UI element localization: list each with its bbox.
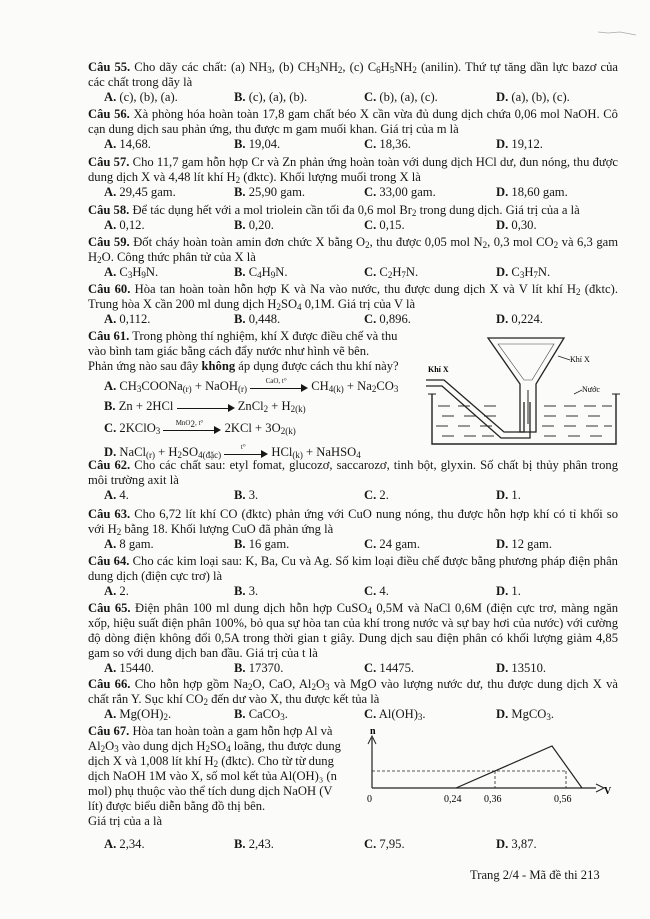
option-b: B. 0,448. bbox=[234, 312, 281, 326]
question-67 bbox=[88, 724, 378, 829]
question-stem-line: vào bình tam giác bằng cách đẩy nước như hình vẽ bên. bbox=[88, 344, 370, 358]
option-a: A. 4. bbox=[104, 488, 129, 502]
question-stem-line: mol) phụ thuộc vào thể tích dung dịch NaOH (V bbox=[88, 784, 333, 798]
question-60 bbox=[88, 282, 618, 327]
question-stem: Đốt cháy hoàn toàn amin đơn chức X bằng $O_2$, thu được 0,05 mol $N_2$, 0,3 mol $CO_2$ và 6,3 gam $H_2O$. Công thức phân tử của X là bbox=[88, 235, 618, 265]
question-58 bbox=[88, 203, 618, 233]
question-63 bbox=[88, 507, 618, 552]
option-c: C. 18,36. bbox=[364, 137, 411, 151]
option-d: D. $C_3H_7N$. bbox=[496, 265, 551, 280]
reaction-arrow: CaO, t° bbox=[250, 381, 308, 393]
option-a: A. 0,12. bbox=[104, 218, 145, 232]
option-d: D. 12 gam. bbox=[496, 537, 552, 551]
question-number: Câu 60. bbox=[88, 282, 131, 296]
option-d: D. 13510. bbox=[496, 661, 547, 675]
reaction-arrow bbox=[177, 401, 235, 413]
question-stem: Cho các chất sau: etyl fomat, glucozơ, saccarozơ, tinh bột, glyxin. Số chất bị thủy phân trong môi trường axit là bbox=[88, 458, 619, 487]
option-a: A. 29,45 gam. bbox=[104, 185, 176, 199]
question-stem: Cho 6,72 lít khí CO (đktc) phản ứng với CuO nung nóng, thu được hỗn hợp khí có tỉ khối so với $H_2$ bằng 18. Khối lượng CuO đã phản ứng là bbox=[88, 507, 619, 537]
answer-options bbox=[88, 837, 618, 852]
question-number: Câu 65. bbox=[88, 601, 131, 615]
question-65 bbox=[88, 601, 618, 676]
option-d: D. NaCl$_{(r)}$ + $H_2SO_{4(đặc)}$ t° HCl$_{(k)}$ + NaHSO$_4$ bbox=[104, 443, 361, 460]
option-c: C. 14475. bbox=[364, 661, 415, 675]
label-nuoc: Nước bbox=[582, 385, 600, 394]
answer-options bbox=[88, 265, 618, 280]
x-tick-056: 0,56 bbox=[554, 794, 572, 805]
option-a: A. $CH_3COONa_{(r)}$ + NaOH$_{(r)}$ CaO, t° $CH_{4(k)} + Na_2CO_3$ bbox=[104, 377, 399, 394]
option-c: C. 4. bbox=[364, 584, 389, 598]
question-55 bbox=[88, 60, 618, 105]
question-67-options bbox=[88, 837, 618, 852]
y-axis-label: n bbox=[370, 726, 376, 737]
option-d: D. 18,60 gam. bbox=[496, 185, 568, 199]
answer-options bbox=[88, 218, 618, 233]
question-stem-line: lít) được biểu diễn bằng đồ thị bên. bbox=[88, 799, 266, 813]
question-59 bbox=[88, 235, 618, 280]
question-number: Câu 56. bbox=[88, 107, 130, 121]
question-stem: Cho hỗn hợp gồm $Na_2O$, CaO, $Al_2O_3$ và MgO vào lượng nước dư, thu được dung dịch X và chất rắn Y. Sục khí $CO_2$ đến dư vào X, thu được kết tủa là bbox=[88, 677, 619, 707]
question-number: Câu 66. bbox=[88, 677, 131, 691]
x-axis-label: V bbox=[604, 786, 612, 797]
option-b: B. (c), (a), (b). bbox=[234, 90, 308, 104]
page-footer: Trang 2/4 - Mã đề thi 213 bbox=[470, 868, 600, 882]
option-a: A. $C_3H_9N$. bbox=[104, 265, 159, 280]
question-61 bbox=[88, 329, 438, 460]
answer-options bbox=[88, 312, 618, 327]
answer-options bbox=[88, 185, 618, 200]
option-c: C. 0,896. bbox=[364, 312, 411, 326]
answer-options bbox=[88, 488, 618, 503]
question-66 bbox=[88, 677, 618, 722]
answer-options bbox=[88, 661, 618, 676]
question-62 bbox=[88, 458, 618, 503]
option-d: D. 0,30. bbox=[496, 218, 537, 232]
option-d: D. 1. bbox=[496, 488, 521, 502]
option-c: C. 7,95. bbox=[364, 837, 405, 851]
option-d: D. 0,224. bbox=[496, 312, 543, 326]
option-a: A. (c), (b), (a). bbox=[104, 90, 178, 104]
option-d: D. 3,87. bbox=[496, 837, 537, 851]
question-stem-line: dịch NaOH 1M vào X, số mol kết tủa Al(OH)₃ (n bbox=[88, 769, 337, 783]
label-khi-x-right: Khí X bbox=[570, 355, 590, 364]
option-d: D. (a), (b), (c). bbox=[496, 90, 570, 104]
option-b: B. 17370. bbox=[234, 661, 284, 675]
question-stem: Cho dãy các chất: (a) $NH_3$, (b) $CH_3NH_2$, (c) $C_6H_5NH_2$ (anilin). Thứ tự tăng dần lực bazơ của các chất trong dãy là bbox=[88, 60, 618, 89]
question-stem: Hòa tan hoàn toàn hỗn hợp K và Na vào nước, thu được dung dịch X và V lít khí $H_2$ (đktc). Trung hòa X cần 200 ml dung dịch $H_2SO_4$ 0,1M. Giá trị của V là bbox=[88, 282, 618, 312]
x-tick-036: 0,36 bbox=[484, 794, 502, 805]
option-b: B. 25,90 gam. bbox=[234, 185, 306, 199]
question-number: Câu 58. bbox=[88, 203, 130, 217]
option-b: B. $C_4H_9N$. bbox=[234, 265, 288, 280]
option-c: C. (b), (a), (c). bbox=[364, 90, 438, 104]
option-c: C. 0,15. bbox=[364, 218, 405, 232]
reaction-arrow: t° bbox=[224, 447, 268, 459]
question-stem: Cho các kim loại sau: K, Ba, Cu và Ag. Số kim loại điều chế được bằng phương pháp điện phân dung dịch (điện cực trơ) là bbox=[88, 554, 618, 583]
question-stem-line: Giá trị của a là bbox=[88, 814, 163, 828]
option-c: C. $C_2H_7N$. bbox=[364, 265, 419, 280]
option-b: B. 2,43. bbox=[234, 837, 274, 851]
x-axis-arrow bbox=[596, 784, 604, 792]
origin-label: 0 bbox=[367, 794, 372, 805]
option-a: A. 14,68. bbox=[104, 137, 151, 151]
question-stem-line: dịch X và 1,008 lít khí $H_2$ (đktc). Cho từ từ dung bbox=[88, 754, 334, 769]
question-number: Câu 61. bbox=[88, 329, 130, 343]
option-c: C. 24 gam. bbox=[364, 537, 420, 551]
answer-options bbox=[88, 537, 618, 552]
question-number: Câu 63. bbox=[88, 507, 131, 521]
answer-options bbox=[88, 137, 618, 152]
question-stem-line: Trong phòng thí nghiệm, khí X được điều chế và thu bbox=[132, 329, 398, 343]
label-khi-x-left: Khí X bbox=[428, 365, 449, 374]
gas-collection-apparatus bbox=[424, 332, 624, 450]
question-stem-line: $Al_2O_3$ vào dung dịch $H_2SO_4$ loãng, thu được dung bbox=[88, 739, 341, 754]
question-number: Câu 57. bbox=[88, 155, 130, 169]
option-b: B. 16 gam. bbox=[234, 537, 290, 551]
option-c: C. $Al(OH)_3$. bbox=[364, 707, 426, 722]
option-d: D. 19,12. bbox=[496, 137, 543, 151]
question-number: Câu 67. bbox=[88, 724, 130, 738]
option-b: B. 19,04. bbox=[234, 137, 281, 151]
option-d: D. MgCO$_3$. bbox=[496, 707, 555, 722]
question-57 bbox=[88, 155, 618, 200]
option-b: B. 0,20. bbox=[234, 218, 274, 232]
option-b: B. 3. bbox=[234, 584, 259, 598]
question-56 bbox=[88, 107, 618, 152]
option-b: B. CaCO$_3$. bbox=[234, 707, 288, 722]
precipitate-graph bbox=[362, 724, 616, 808]
question-number: Câu 59. bbox=[88, 235, 130, 249]
option-a: A. $Mg(OH)_2$. bbox=[104, 707, 172, 722]
option-d: D. 1. bbox=[496, 584, 521, 598]
question-stem-line: Hòa tan hoàn toàn a gam hỗn hợp Al và bbox=[132, 724, 333, 738]
option-b: B. 3. bbox=[234, 488, 259, 502]
answer-options bbox=[88, 90, 618, 105]
option-c: C. 33,00 gam. bbox=[364, 185, 436, 199]
option-a: A. 2. bbox=[104, 584, 129, 598]
question-stem: Cho 11,7 gam hỗn hợp Cr và Zn phản ứng hoàn toàn với dung dịch HCl dư, đun nóng, thu được dung dịch X và 4,48 lít khí $H_2$ (đktc). Khối lượng muối trong X là bbox=[88, 155, 618, 185]
answer-options bbox=[88, 584, 618, 599]
option-c: C. 2KClO$_3$ MnO$_2$, t° $2KCl + 3O_{2(k)}$ bbox=[104, 419, 296, 436]
question-number: Câu 55. bbox=[88, 60, 131, 74]
question-stem-line: Phản ứng nào sau đây không áp dụng được cách thu khí này? bbox=[88, 359, 399, 373]
option-a: A. 2,34. bbox=[104, 837, 145, 851]
option-a: A. 8 gam. bbox=[104, 537, 154, 551]
question-stem: Xà phòng hóa hoàn toàn 17,8 gam chất béo X cần vừa đủ dung dịch chứa 0,06 mol NaOH. Cô cạn dung dịch sau phản ứng, thu được m gam muối khan. Giá trị của m là bbox=[88, 107, 618, 136]
question-64 bbox=[88, 554, 618, 599]
option-a: A. 15440. bbox=[104, 661, 155, 675]
question-number: Câu 62. bbox=[88, 458, 131, 472]
x-tick-024: 0,24 bbox=[444, 794, 462, 805]
option-b: B. Zn + 2HCl ZnCl$_2$ + $H_{2(k)}$ bbox=[104, 399, 306, 414]
option-a: A. 0,112. bbox=[104, 312, 151, 326]
question-number: Câu 64. bbox=[88, 554, 130, 568]
precipitate-curve bbox=[456, 746, 582, 788]
reaction-arrow: MnO$_2$, t° bbox=[163, 423, 221, 435]
question-stem: Để tác dụng hết với a mol triolein cần tối đa 0,6 mol $Br_2$ trong dung dịch. Giá trị của a là bbox=[132, 203, 580, 218]
question-stem: Điện phân 100 ml dung dịch hỗn hợp CuSO$_4$ 0,5M và NaCl 0,6M (điện cực trơ, màng ngăn xốp, hiệu suất điện phân 100%, bỏ qua sự hòa tan của khí trong nước và sự bay hơi của nước) với cường độ dòng điện không đổi 0,5A trong thời gian t giây. Dung dịch sau điện phân có khối lượng giảm 4,85 gam so với dung dịch ban đầu. Giá trị của t là bbox=[88, 601, 618, 660]
option-c: C. 2. bbox=[364, 488, 389, 502]
answer-options bbox=[88, 707, 618, 722]
corner-scan-mark bbox=[598, 30, 638, 36]
